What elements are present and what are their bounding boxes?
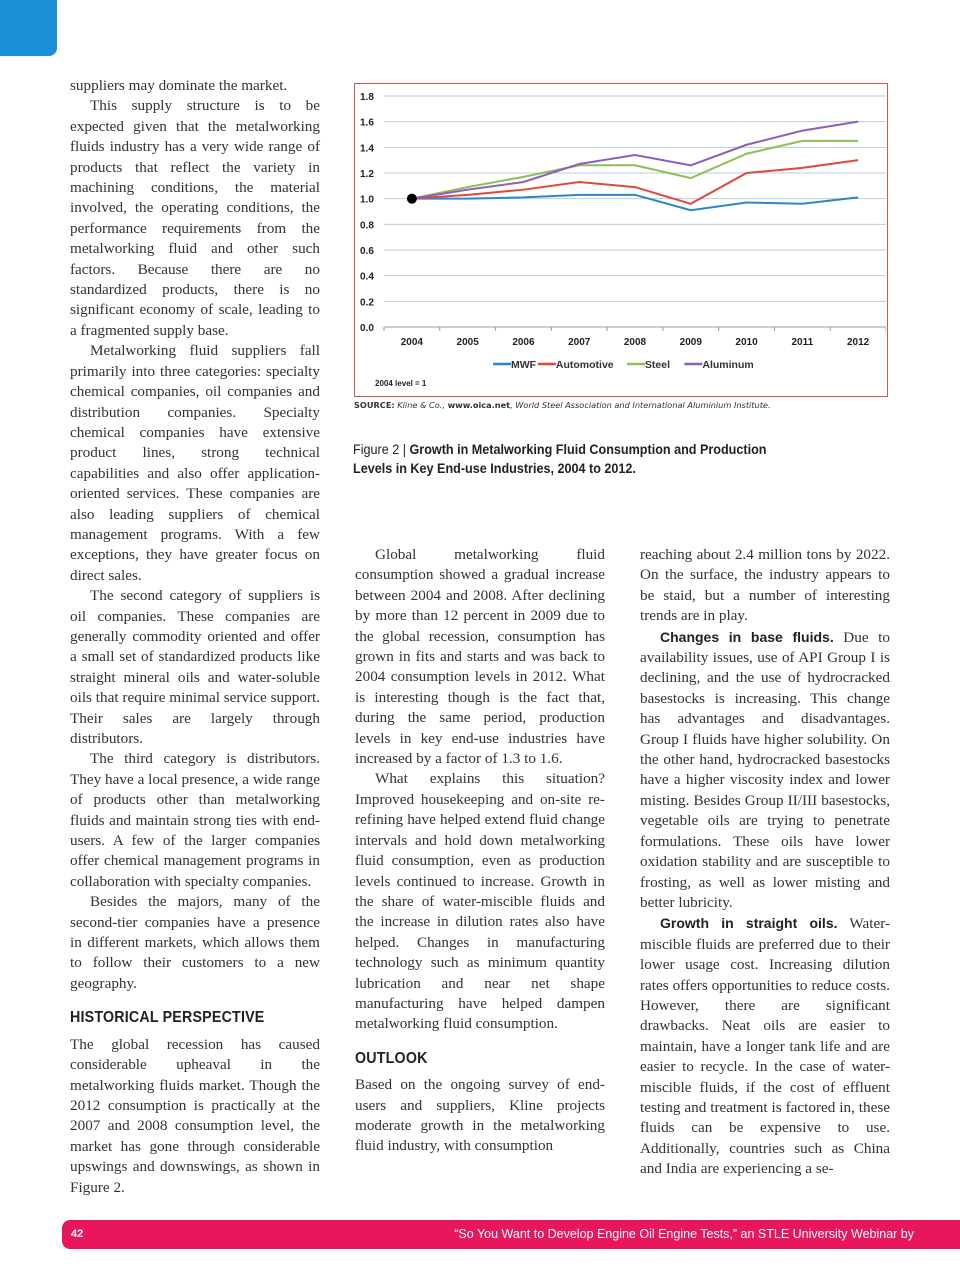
baseline-point [407, 194, 417, 204]
paragraph-text: Water-miscible fluids are preferred due to their lower usage cost. Increasing dilution rates offers opportunities to reduce costs. However, there are significant drawbacks. Neat oils are easier to maintain, have a longer tank life and are easier to recycle. In the case of water-miscible fluids, if the cost of effluent testing and treatment is factored in, these fluids can be expensive to use. Additionally, countries such as China and India are experiencing a se- [640, 915, 890, 1178]
y-tick-label: 0.6 [360, 246, 374, 257]
x-tick-label: 2012 [846, 337, 870, 348]
paragraph [640, 627, 890, 914]
paragraph: What explains this situation? Improved housekeeping and on-site re-refining have helped extend fluid change intervals and hold down metalworking fluid consumption, even as production levels continued to increase. Growth in the share of water-miscible fluids and the increase in dilution rates also have helped. Changes in manufacturing technology such as minimum quantity lubrication and near net shape manufacturing have helped dampen metalworking fluid consumption. [355, 770, 605, 1033]
x-tick-label: 2010 [735, 337, 758, 348]
legend-label: MWF [511, 359, 537, 371]
line-chart [355, 84, 886, 395]
x-tick-label: 2006 [512, 337, 535, 348]
x-tick-label: 2005 [456, 337, 479, 348]
x-tick-label: 2007 [568, 337, 591, 348]
run-in-heading: Changes in base fluids. [660, 628, 834, 645]
paragraph: Besides the majors, many of the second-tier companies have a presence in different markets, which allows them to follow their customers to a new geography. [70, 893, 320, 992]
x-tick-label: 2004 [400, 337, 424, 348]
paragraph: The second category of suppliers is oil companies. These companies are generally commodity oriented and offer a small set of standardized products like straight mineral oils and water-soluble oils that require minimal service support. Their sales are largely through distributors. [70, 587, 320, 747]
paragraph: The global recession has caused considerable upheaval in the metalworking fluids market. Though the 2012 consumption is practically at the 2007 and 2008 consumption level, the market has gone through considerable upswings and downswings, as shown in Figure 2. [70, 1035, 320, 1196]
column-middle [355, 545, 605, 1157]
paragraph: Global metalworking fluid consumption showed a gradual increase between 2004 and 2008. After declining by more than 12 percent in 2009 due to the global recession, consumption has grown in fits and starts and was back to 2004 consumption levels in 2012. What is interesting though is the fact that, during the same period, production levels in key end-use industries have increased by a factor of 1.3 to 1.6. [355, 546, 605, 768]
y-tick-label: 0.8 [360, 220, 374, 232]
source-url: www.oica.net [447, 400, 511, 410]
paragraph: suppliers may dominate the market. [70, 77, 288, 94]
caption-title: Growth in Metalworking Fluid Consumption and Production Levels in Key End-use Industries, 2004 to 2012. [353, 441, 767, 476]
x-tick-label: 2009 [679, 337, 702, 348]
source-text: , World Steel Association and International Aluminium Institute. [510, 400, 771, 410]
legend-label: Steel [644, 359, 671, 371]
caption-label: Figure 2 | [353, 441, 410, 457]
page-footer [62, 1220, 960, 1249]
source-text: Kline & Co., [394, 400, 448, 410]
figure-source [354, 400, 771, 410]
section-tab [0, 0, 57, 56]
chart-note: 2004 level = 1 [375, 379, 427, 388]
figure-chart [354, 83, 888, 397]
series-line-mwf [412, 195, 858, 210]
source-label: SOURCE: [354, 400, 395, 410]
y-tick-label: 0.4 [360, 271, 374, 283]
y-tick-label: 1.4 [360, 143, 374, 155]
series-line-automotive [412, 160, 858, 204]
paragraph: reaching about 2.4 million tons by 2022. On the surface, the industry appears to be staid, but a number of interesting trends are in play. [640, 546, 890, 625]
footer-promo: “So You Want to Develop Engine Oil Engine Tests,” an STLE University Webinar by [454, 1227, 914, 1241]
page-number: 42 [71, 1228, 84, 1240]
section-heading: OUTLOOK [355, 1049, 428, 1067]
y-tick-label: 1.6 [360, 117, 374, 129]
section-heading: HISTORICAL PERSPECTIVE [70, 1009, 265, 1027]
column-right [640, 545, 890, 1180]
paragraph: Metalworking fluid suppliers fall primarily into three categories: specialty chemical companies, oil companies and distribution companies. Specialty chemical companies have extensive product lines, strong technical capabilities and also offer application-oriented services. These companies are also leading suppliers of chemical management programs. With a few exceptions, they have greater focus on direct sales. [70, 342, 320, 584]
y-tick-label: 0.0 [360, 323, 374, 334]
column-left [70, 76, 320, 1198]
x-tick-label: 2008 [623, 337, 647, 348]
paragraph-text: Due to availability issues, use of API Group I is declining, and the use of hydrocracked basestocks is increasing. This change has advantages and disadvantages. Group I fluids have higher solubility. On the other hand, hydrocracked basestocks have a higher viscosity index and lower misting. Besides Group II/III basestocks, vegetable oils are trying to penetrate formulations. These oils have lower oxidation stability and are susceptible to frosting, as well as lower misting and better lubricity. [640, 628, 890, 911]
run-in-heading: Growth in straight oils. [660, 915, 838, 932]
paragraph: The third category is distributors. They have a local presence, a wide range of products other than metalworking fluids and maintain strong ties with end-users. A few of the larger companies offer chemical management programs in collaboration with specialty companies. [70, 750, 320, 890]
paragraph: This supply structure is to be expected given that the metalworking fluids industry has a very wide range of products that reflect the variety in machining conditions, the material involved, the operating conditions, the performance requirements from the metalworking fluid and other such factors. Because there are no standardized products, there is no significant economy of scale, leading to a fragmented supply base. [70, 97, 320, 339]
paragraph: Based on the ongoing survey of end-users and suppliers, Kline projects moderate growth in the metalworking fluid industry, with consumption [355, 1076, 605, 1155]
figure-caption [353, 440, 803, 478]
legend-label: Automotive [555, 359, 614, 371]
y-tick-label: 1.0 [360, 194, 374, 206]
y-tick-label: 0.2 [360, 297, 374, 309]
paragraph [640, 913, 890, 1179]
legend-label: Aluminum [702, 359, 754, 371]
x-tick-label: 2011 [791, 337, 814, 348]
y-tick-label: 1.2 [360, 169, 374, 180]
y-tick-label: 1.8 [360, 92, 374, 103]
